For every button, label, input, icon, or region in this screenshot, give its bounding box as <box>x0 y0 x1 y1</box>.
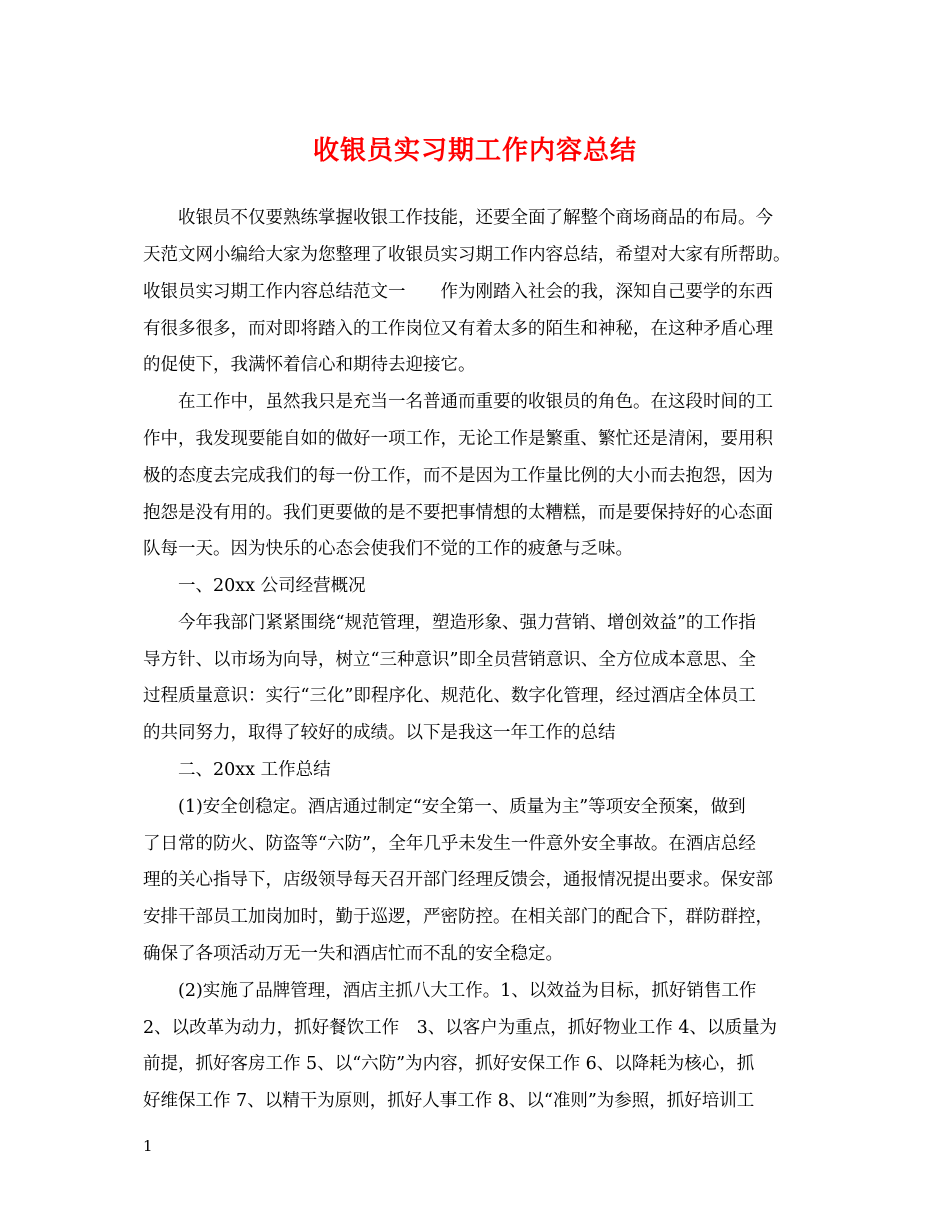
body-line: 2、以改革为动力，抓好餐饮工作 3、以客户为重点，抓好物业工作 4、以质量为 <box>143 1018 777 1038</box>
body-line: (1)安全创稳定。酒店通过制定“安全第一、质量为主”等项安全预案，做到 <box>143 797 746 817</box>
body-line: (2)实施了品牌管理，酒店主抓八大工作。1、以效益为目标，抓好销售工作 <box>143 981 757 1001</box>
body-line: 确保了各项活动万无一失和酒店忙而不乱的安全稳定。 <box>143 944 563 964</box>
body-line: 前提，抓好客房工作 5、以“六防”为内容，抓好安保工作 6、以降耗为核心，抓 <box>143 1054 755 1074</box>
body-line: 安排干部员工加岗加时，勤于巡逻，严密防控。在相关部门的配合下，群防群控， <box>143 907 773 927</box>
body-line: 队每一天。因为快乐的心态会使我们不觉的工作的疲惫与乏味。 <box>143 539 633 559</box>
body-line: 的促使下，我满怀着信心和期待去迎接它。 <box>143 355 476 375</box>
body-line: 的共同努力，取得了较好的成绩。以下是我这一年工作的总结 <box>143 723 616 743</box>
body-line: 有很多很多，而对即将踏入的工作岗位又有着太多的陌生和神秘，在这种矛盾心理 <box>143 319 773 339</box>
document-title: 收银员实习期工作内容总结 <box>312 136 637 166</box>
body-line: 作中，我发现要能自如的做好一项工作，无论工作是繁重、繁忙还是清闲，要用积 <box>143 429 773 449</box>
page-number: 1 <box>143 1137 153 1155</box>
body-line: 今年我部门紧紧围绕“规范管理，塑造形象、强力营销、增创效益”的工作指 <box>143 613 756 633</box>
body-line: 导方针、以市场为向导，树立“三种意识”即全员营销意识、全方位成本意思、全 <box>143 650 756 670</box>
section-heading: 二、20xx 工作总结 <box>143 760 331 780</box>
body-line: 理的关心指导下，店级领导每天召开部门经理反馈会，通报情况提出要求。保安部 <box>143 870 773 890</box>
body-line: 过程质量意识：实行“三化”即程序化、规范化、数字化管理，经过酒店全体员工 <box>143 686 756 706</box>
body-line: 好维保工作 7、以精干为原则，抓好人事工作 8、以“准则”为参照，抓好培训工 <box>143 1091 755 1111</box>
section-heading: 一、20xx 公司经营概况 <box>143 576 366 596</box>
body-line: 在工作中，虽然我只是充当一名普通而重要的收银员的角色。在这段时间的工 <box>143 392 773 412</box>
body-line: 抱怨是没有用的。我们更要做的是不要把事情想的太糟糕，而是要保持好的心态面 <box>143 503 773 523</box>
body-line: 天范文网小编给大家为您整理了收银员实习期工作内容总结，希望对大家有所帮助。 <box>143 245 791 265</box>
body-line: 极的态度去完成我们的每一份工作，而不是因为工作量比例的大小而去抱怨，因为 <box>143 466 773 486</box>
body-line: 收银员实习期工作内容总结范文一 作为刚踏入社会的我，深知自己要学的东西 <box>143 282 773 302</box>
body-line: 收银员不仅要熟练掌握收银工作技能，还要全面了解整个商场商品的布局。今 <box>143 208 773 228</box>
body-line: 了日常的防火、防盗等“六防”，全年几乎未发生一件意外安全事故。在酒店总经 <box>143 834 756 854</box>
